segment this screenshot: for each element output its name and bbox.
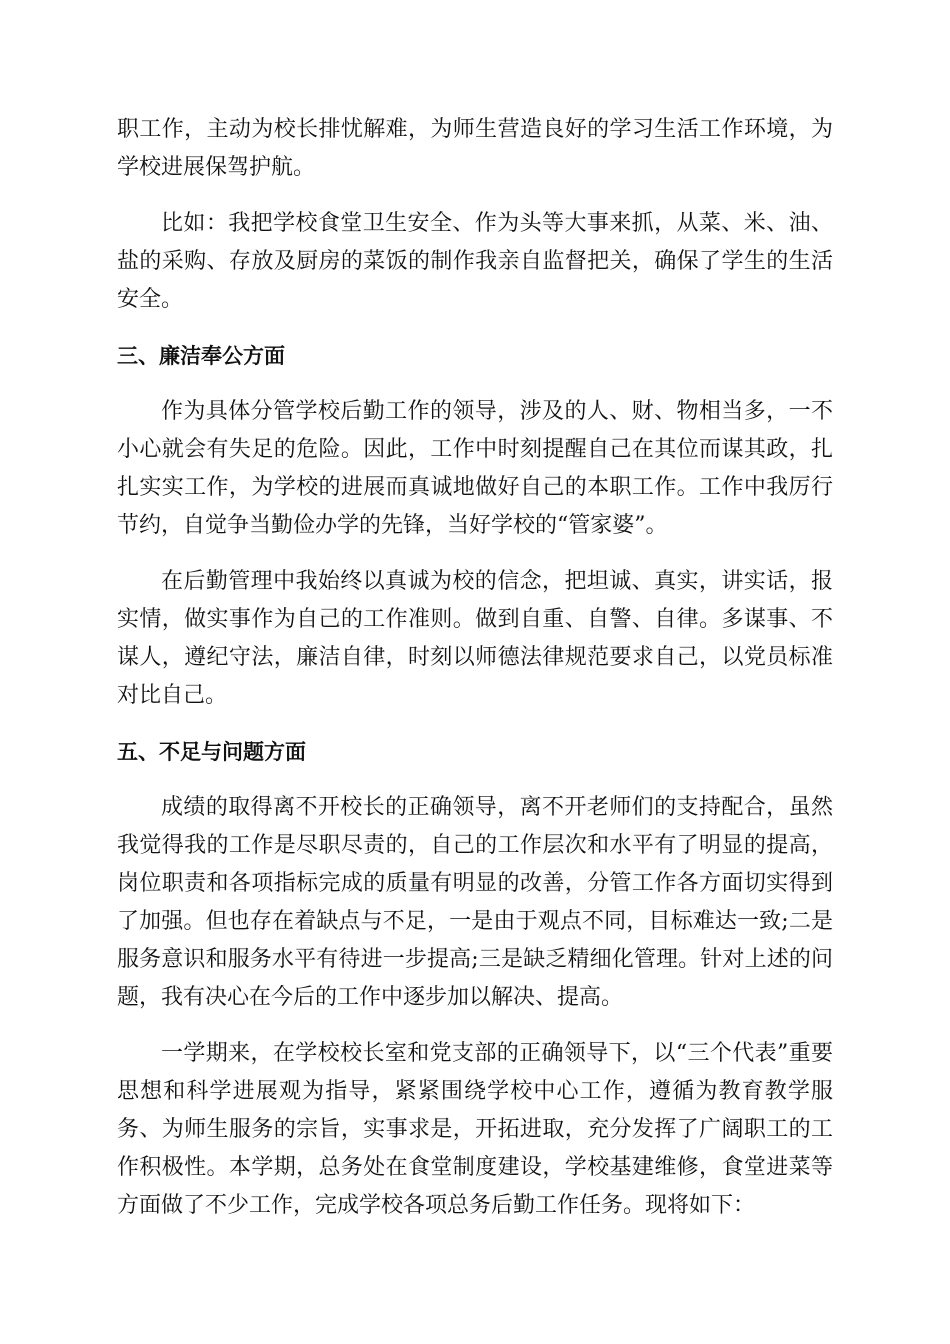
paragraph-integrity-2: 在后勤管理中我始终以真诚为校的信念，把坦诚、真实，讲实话，报实情，做实事作为自己的工作准则。做到自重、自警、自律。多谋事、不谋人，遵纪守法，廉洁自律，时刻以师德法律规范要求自己，以党员标准对比自己。 — [117, 569, 833, 708]
section-heading-integrity: 三、廉洁奉公方面 — [117, 344, 285, 368]
section-heading-shortcomings: 五、不足与问题方面 — [117, 740, 306, 764]
paragraph-continuation: 职工作，主动为校长排忧解难，为师生营造良好的学习生活工作环境，为学校进展保驾护航。 — [117, 117, 833, 180]
paragraph-shortcomings: 成绩的取得离不开校长的正确领导，离不开老师们的支持配合，虽然我觉得我的工作是尽职尽责的，自己的工作层次和水平有了明显的提高，岗位职责和各项指标完成的质量有明显的改善，分管工作各方面切实得到了加强。但也存在着缺点与不足，一是由于观点不同，目标难达一致;二是服务意识和服务水平有待进一步提高;三是缺乏精细化管理。针对上述的问题，我有决心在今后的工作中逐步加以解决、提高。 — [117, 795, 833, 1010]
paragraph-semester-summary: 一学期来，在学校校长室和党支部的正确领导下，以“三个代表”重要思想和科学进展观为指导，紧紧围绕学校中心工作，遵循为教育教学服务、为师生服务的宗旨，实事求是，开拓进取，充分发挥了广阔职工的工作积极性。本学期，总务处在食堂制度建设，学校基建维修，食堂进菜等方面做了不少工作，完成学校各项总务后勤工作任务。现将如下： — [117, 1041, 833, 1218]
paragraph-integrity-1: 作为具体分管学校后勤工作的领导，涉及的人、财、物相当多，一不小心就会有失足的危险。因此，工作中时刻提醒自己在其位而谋其政，扎扎实实工作，为学校的进展而真诚地做好自己的本职工作。工作中我厉行节约，自觉争当勤俭办学的先锋，当好学校的“管家婆”。 — [117, 399, 833, 538]
document-body — [117, 111, 833, 1243]
paragraph-canteen-example: 比如：我把学校食堂卫生安全、作为头等大事来抓，从菜、米、油、盐的采购、存放及厨房的菜饭的制作我亲自监督把关，确保了学生的生活安全。 — [117, 211, 833, 312]
